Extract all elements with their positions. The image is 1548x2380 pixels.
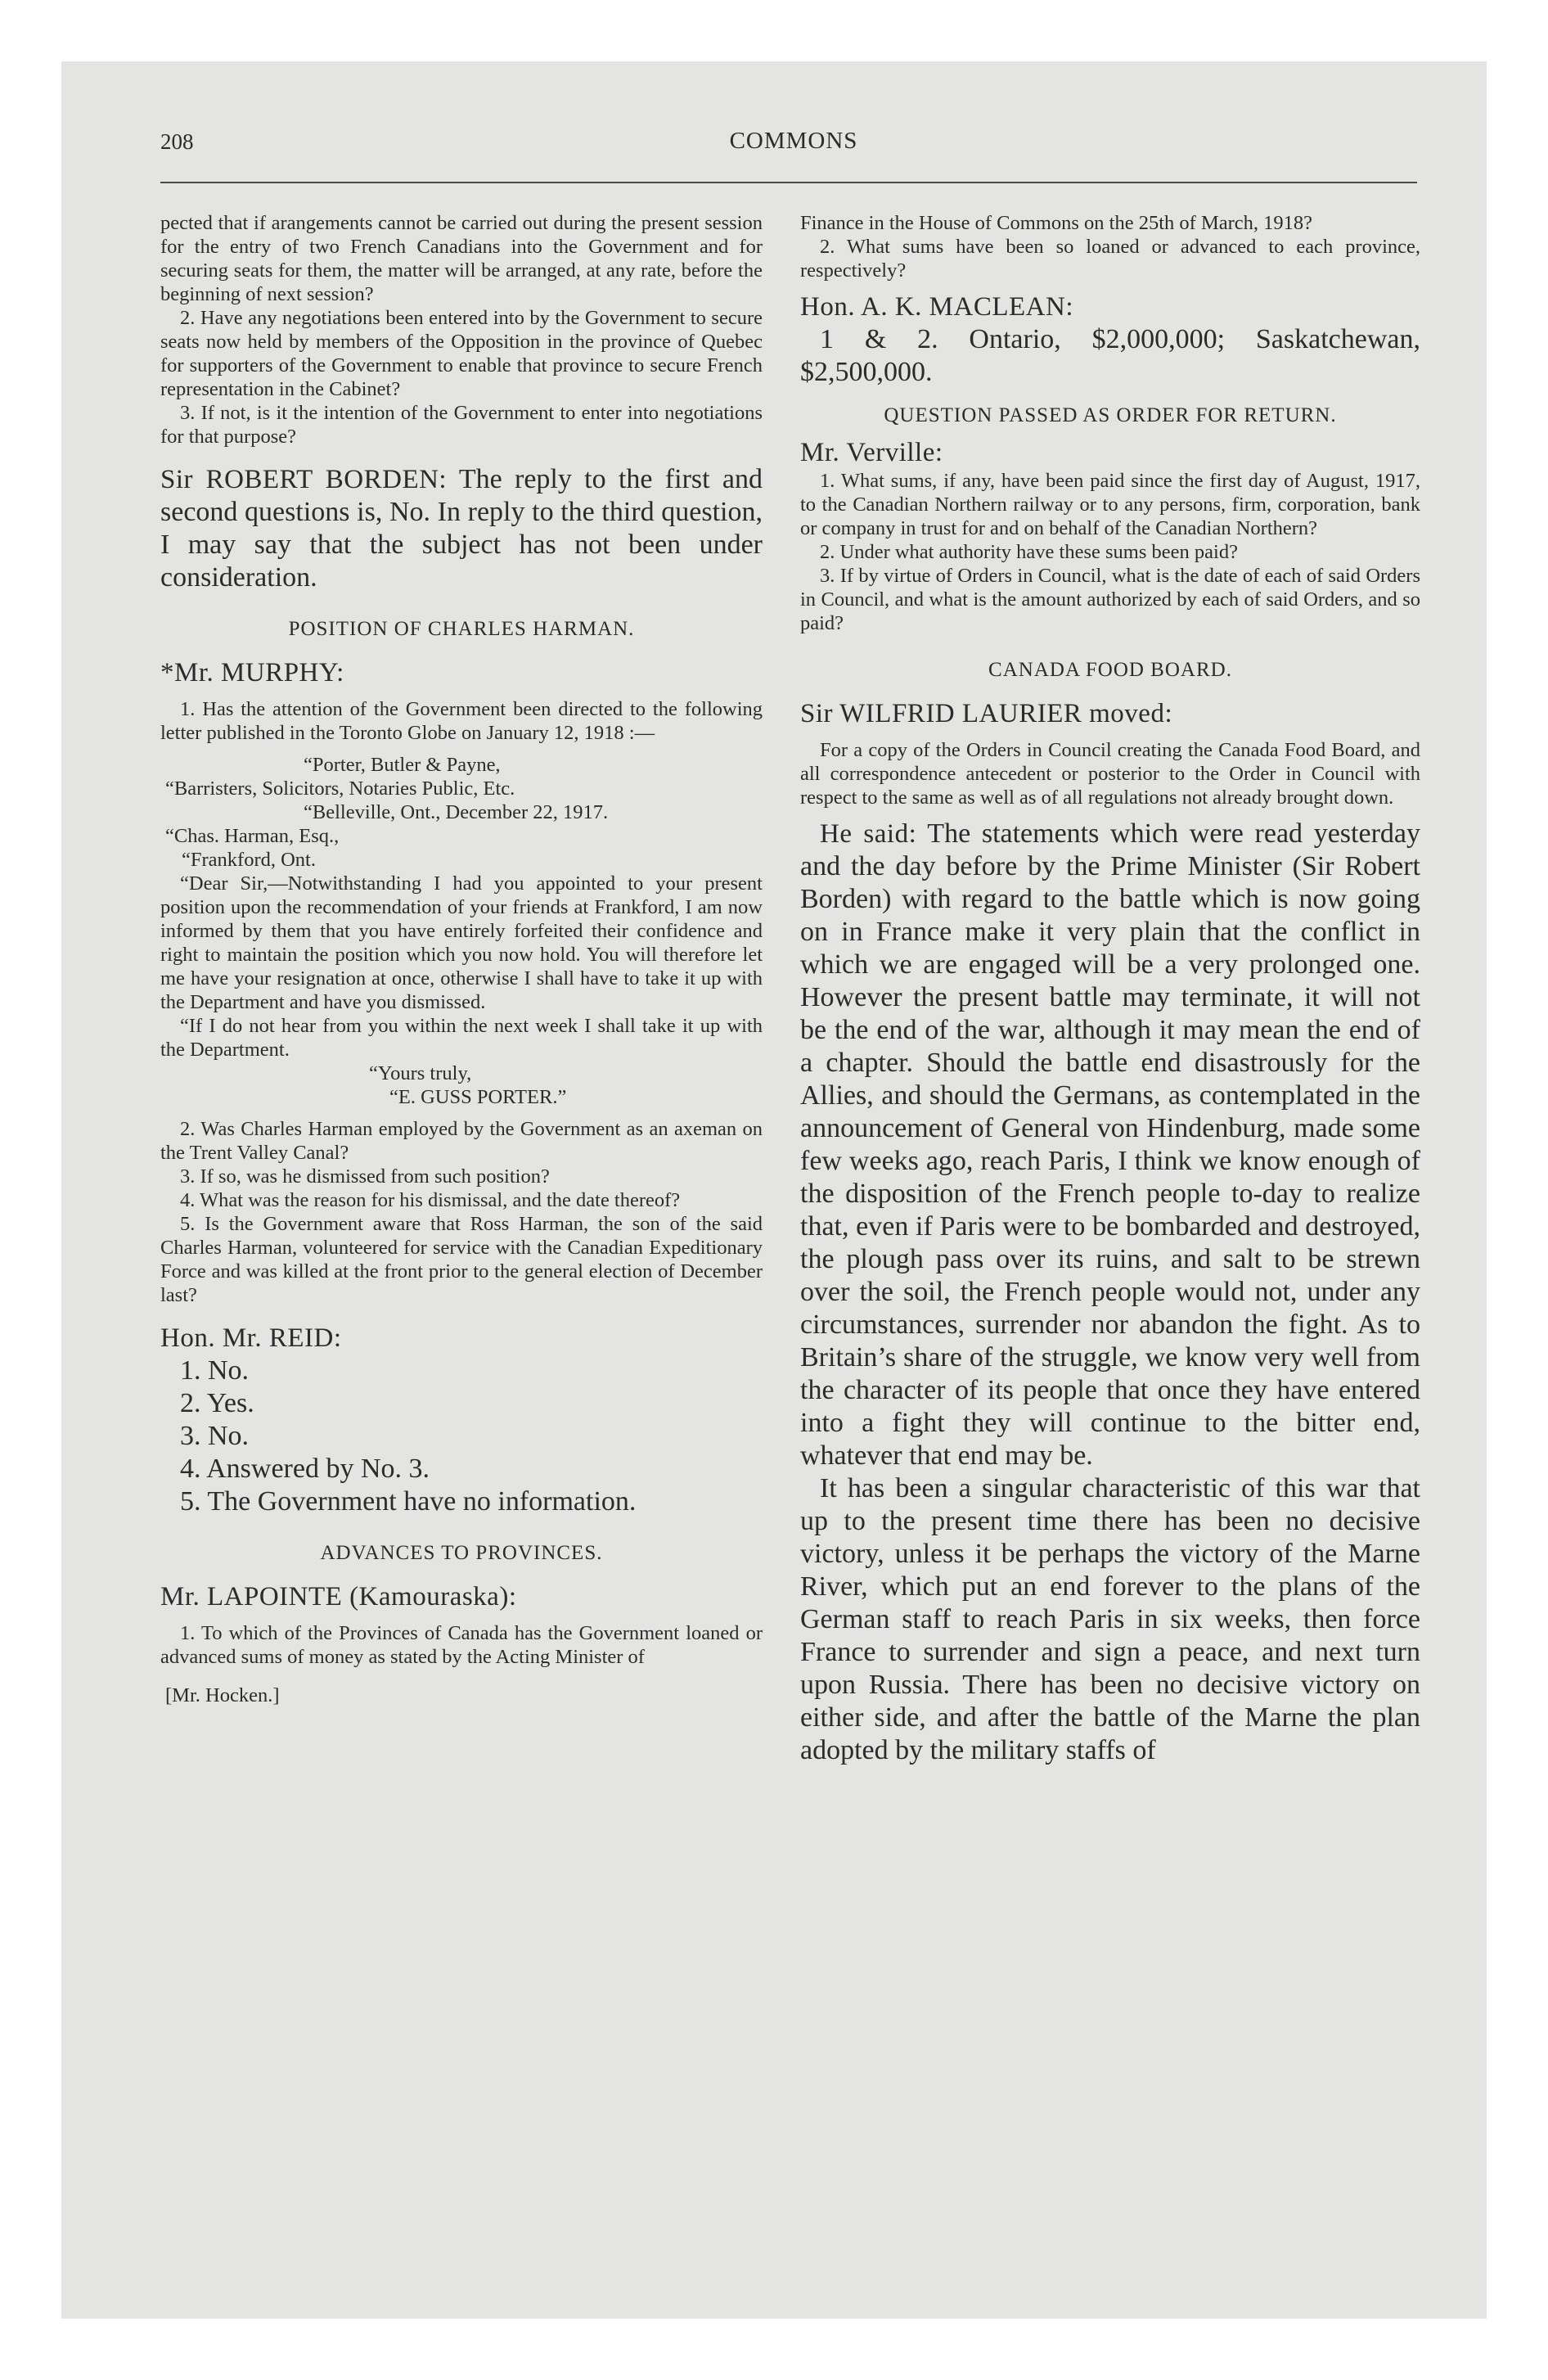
answer-5: 5. The Government have no information. [180, 1486, 637, 1517]
heading-harman: POSITION OF CHARLES HARMAN. [288, 618, 635, 640]
harman-question-5: 5. Is the Government aware that Ross Harman, the son of the said Charles Harman, volunteered for service with the Canadian Expeditionary Force and was killed at the front prior to the general election of December last? [160, 1213, 763, 1306]
letter-body-2: “If I do not hear from you within the next week I shall take it up with the Department. [160, 1015, 763, 1061]
laurier-speech-1 [800, 818, 1420, 1472]
answer-4: 4. Answered by No. 3. [180, 1454, 430, 1484]
harman-question-3: 3. If so, was he dismissed from such position? [180, 1165, 550, 1188]
letter-signature: “E. GUSS PORTER.” [389, 1086, 567, 1108]
speaker-laurier: Sir WILFRID LAURIER moved: [800, 699, 1173, 728]
question-3: 3. If not, is it the intention of the Government to enter into negotiations for that purpose? [160, 402, 763, 448]
speaker-borden: Sir ROBERT BORDEN: [160, 465, 448, 494]
answer-1: 1. No. [180, 1355, 250, 1386]
page-footer: [Mr. Hocken.] [165, 1684, 280, 1706]
laurier-speech-2: It has been a singular characteristic of this war that up to the present time there has been no decisive victory, unless it be perhaps the victory of the Marne River, which put an end forever to the plans of the German staff to reach Paris in six weeks, then force France to surrender and sign a peace, and next turn upon Russia. There has been no decisive victory on either side, and after the battle of the Marne the plan adopted by the military staffs of [800, 1473, 1420, 1765]
answer-3: 3. No. [180, 1421, 250, 1451]
heading-food-board: CANADA FOOD BOARD. [988, 659, 1232, 681]
right-column [800, 211, 1420, 1767]
speaker-reid: Hon. Mr. REID: [160, 1323, 342, 1353]
letter-date: “Belleville, Ont., December 22, 1917. [304, 801, 609, 823]
advances-question-1: 1. To which of the Provinces of Canada has the Government loaned or advanced sums of money as stated by the Acting Minister of [160, 1622, 763, 1668]
verville-question-2: 2. Under what authority have these sums been paid? [820, 541, 1238, 563]
letter-addressee: “Chas. Harman, Esq., [165, 825, 340, 847]
harman-question-2: 2. Was Charles Harman employed by the Government as an axeman on the Trent Valley Canal? [160, 1118, 763, 1164]
answer-2: 2. Yes. [180, 1388, 254, 1418]
letter-body-1: “Dear Sir,—Notwithstanding I had you appointed to your present position upon the recommendation of your friends at Frankford, I am now informed by them that you have entirely forfeited their confidence and right to maintain the position which you now hold. You will therefore let me have your resignation at once, otherwise I shall have to take it up with the Department and have you dismissed. [160, 872, 763, 1013]
running-title: COMMONS [729, 128, 858, 154]
question-2: 2. Have any negotiations been entered into by the Government to secure seats now held by members of the Opposition in the province of Quebec for supporters of the Government to enable that province to secure French representation in the Cabinet? [160, 307, 763, 400]
page-number: 208 [160, 129, 194, 154]
maclean-answer: 1 & 2. Ontario, $2,000,000; Saskatchewan, $2,500,000. [800, 324, 1420, 387]
letter-address: “Frankford, Ont. [182, 849, 316, 871]
heading-advances: ADVANCES TO PROVINCES. [320, 1542, 603, 1564]
borden-reply [160, 463, 763, 594]
speaker-maclean: Hon. A. K. MACLEAN: [800, 292, 1074, 322]
verville-question-1: 1. What sums, if any, have been paid since the first day of August, 1917, to the Canadian Northern railway or to any persons, firm, corporation, bank or company in trust for and on behalf of the Canadian Northern? [800, 470, 1420, 539]
letter-firm: “Porter, Butler & Payne, [304, 754, 501, 776]
borden-reply-text: The reply to the first and second questions is, No. In reply to the third question, I may say that the subject has not been under consideration. [160, 464, 763, 593]
advances-question-2: 2. What sums have been so loaned or advanced to each province, respectively? [800, 236, 1420, 282]
harman-question-1: 1. Has the attention of the Government been directed to the following letter published in the Toronto Globe on January 12, 1918 :— [160, 698, 763, 744]
heading-order-for-return: QUESTION PASSED AS ORDER FOR RETURN. [884, 404, 1337, 426]
question-continuation: pected that if arangements cannot be carried out during the present session for the entry of two French Canadians into the Government and for securing seats for them, the matter will be arranged, at any rate, before the beginning of next session? [160, 212, 763, 305]
he-said: He said: [820, 819, 917, 849]
laurier-speech-1-text: The statements which were read yesterday and the day before by the Prime Minister (Sir Robert Borden) with regard to the battle which is now going on in France make it very plain that the conflict in which we are engaged will be a very prolonged one. However the present battle may terminate, it will not be the end of the war, although it may mean the end of a chapter. Should the battle end disastrously for the Allies, and should the Germans, as contemplated in the announcement of General von Hindenburg, made some few weeks ago, reach Paris, I think we know enough of the disposition of the French people to-day to realize that, even if Paris were to be bombarded and destroyed, the plough pass over its ruins, and salt to be strewn over the soil, the French people would not, under any circumstances, surrender nor abandon the fight. As to Britain’s share of the struggle, we know very well from the character of its people that once they have entered into a fight they will continue to the bitter end, whatever that end may be. [800, 818, 1420, 1471]
letter-closing: “Yours truly, [369, 1062, 472, 1084]
letter-firm-description: “Barristers, Solicitors, Notaries Public, Etc. [165, 778, 515, 800]
speaker-lapointe: Mr. LAPOINTE (Kamouraska): [160, 1582, 517, 1611]
advances-question-1-continued: Finance in the House of Commons on the 25th of March, 1918? [800, 212, 1313, 234]
header-rule [160, 182, 1417, 183]
laurier-motion: For a copy of the Orders in Council creating the Canada Food Board, and all correspondence antecedent or posterior to the Order in Council with respect to the same as well as of all regulations not already brought down. [800, 739, 1420, 809]
speaker-verville: Mr. Verville: [800, 438, 943, 467]
verville-question-3: 3. If by virtue of Orders in Council, what is the date of each of said Orders in Council, and what is the amount authorized by each of said Orders, and so paid? [800, 565, 1420, 634]
speaker-murphy: *Mr. MURPHY: [160, 658, 344, 687]
harman-question-4: 4. What was the reason for his dismissal, and the date thereof? [180, 1189, 681, 1211]
left-column [160, 211, 763, 1707]
